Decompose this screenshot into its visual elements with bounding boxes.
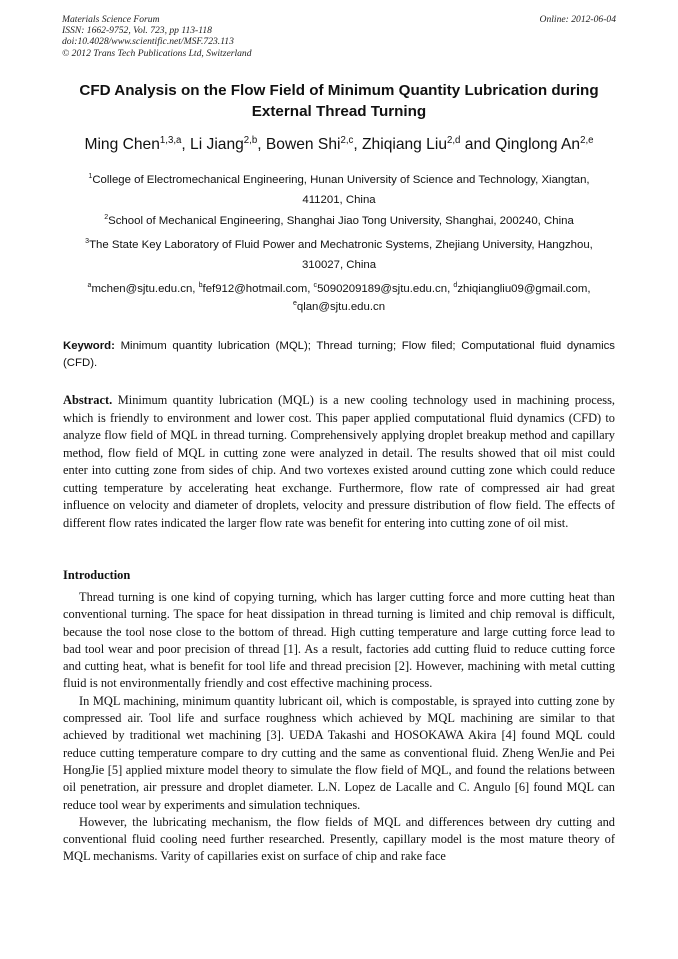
- journal-name: Materials Science Forum: [62, 14, 160, 25]
- author-list: [30, 135, 648, 155]
- journal-header: [62, 14, 616, 59]
- affiliation-text: College of Electromechanical Engineering, Hunan University of Science and Technology, Xiangtan, 411201, China: [92, 174, 590, 206]
- keyword-label: Keyword:: [63, 340, 115, 352]
- email-sup: e: [292, 299, 297, 307]
- author-sup: 2,d: [447, 134, 461, 146]
- doi-line[interactable]: doi:10.4028/www.scientific.net/MSF.723.113: [62, 36, 234, 48]
- author: [362, 136, 495, 153]
- author-sup: 2,b: [243, 134, 258, 146]
- email: [293, 301, 385, 313]
- affiliation-1: [70, 171, 608, 210]
- author-sep: ,: [257, 136, 266, 153]
- affiliation-sup: 1: [88, 173, 93, 181]
- author-name: Ming Chen: [84, 136, 160, 153]
- email-address[interactable]: qlan@sjtu.edu.cn: [296, 300, 386, 313]
- paper-title: CFD Analysis on the Flow Field of Minimum Quantity Lubrication during External Thread Turning: [79, 82, 599, 120]
- email-list: [40, 281, 638, 316]
- author-name: Zhiqiang Liu: [362, 136, 447, 153]
- introduction-body: [63, 589, 615, 866]
- email: [88, 283, 199, 295]
- paragraph: In MQL machining, minimum quantity lubricant oil, which is compostable, is sprayed into cutting zone by compressed air. Tool life and surface roughness which achieved by MQL machining are similar to that achieved by traditional wet machining [3]. UEDA Takashi and HOSOKAWA Akira [4] found MQL could reduce cutting temperature compare to dry cutting and the same as conventional fluid. Zheng WenJie and Pei HongJie [5] applied mixture model theory to simulate the flow field of MQL, and found the relations between oil penetration, air pressure and droplet diameter. L.N. Lopez de Lacalle and C. Angulo [6] found MQL can reduce tool wear by experiments and simulation techniques.: [63, 693, 615, 812]
- affiliation-sup: 2: [104, 214, 109, 222]
- author: [190, 136, 266, 153]
- abstract-text: Minimum quantity lubrication (MQL) is a new cooling technology used in machining process, which is friendly to environment and lower cost. This paper applied computational fluid dynamics (CFD) to analyze flow field of MQL in thread turning. Comprehensively applying droplet breakup method and capillary method, flow field of MQL in cutting zone were analyzed in detail. The results showed that oil mist could enter into cutting zone from sides of chip. And two vortexes existed around cutting zone which could reduce cutting temperature by accelerating heat exchange. Furthermore, flow rate of compressed air had great influence on velocity and diameter of droplets, velocity and pressure distribution of flow field. The effects of different flow rates indicated the larger flow rate was benefit for entering into cutting zone of oil mist.: [63, 393, 615, 530]
- affiliation-2: [40, 212, 638, 232]
- author-sup: 2,e: [580, 134, 594, 146]
- keyword-section: [63, 338, 615, 371]
- email-sup: d: [453, 282, 458, 290]
- affiliation-text: School of Mechanical Engineering, Shanghai Jiao Tong University, Shanghai, 200240, China: [108, 215, 574, 227]
- email-sup: b: [198, 282, 203, 290]
- author-name: Bowen Shi: [265, 136, 341, 153]
- affiliation-text: The State Key Laboratory of Fluid Power and Mechatronic Systems, Zhejiang University, Hangzhou, 310027, China: [89, 239, 593, 271]
- author: [266, 136, 362, 153]
- email: [314, 283, 454, 295]
- email-sep: ,: [307, 283, 314, 295]
- email-sep: ,: [447, 283, 454, 295]
- author-name: Li Jiang: [190, 136, 244, 153]
- paragraph: However, the lubricating mechanism, the flow fields of MQL and differences between dry cutting and conventional fluid cooling need further researched. Presently, capillary model is the most mature theory of MQL mechanisms. Varity of capillaries exist on surface of chip and rake face: [63, 814, 615, 864]
- affiliation-3: [70, 236, 608, 275]
- author-sep: ,: [353, 136, 363, 153]
- author-sep: and: [460, 136, 496, 153]
- abstract-label: Abstract.: [63, 393, 113, 407]
- introduction-heading: Introduction: [63, 568, 131, 582]
- email-sup: a: [87, 282, 92, 290]
- author: [84, 136, 190, 153]
- email-address[interactable]: fef912@hotmail.com: [202, 283, 308, 295]
- email-address[interactable]: 5090209189@sjtu.edu.cn: [317, 283, 448, 295]
- author-sup: 2,c: [340, 134, 354, 146]
- email: [199, 283, 314, 295]
- email: [453, 283, 590, 295]
- email-address[interactable]: zhiqiangliu09@gmail.com: [457, 283, 588, 295]
- online-date: Online: 2012-06-04: [539, 14, 616, 25]
- abstract-section: [63, 392, 615, 532]
- author: [495, 136, 593, 153]
- email-sep: ,: [587, 283, 591, 295]
- paragraph: Thread turning is one kind of copying turning, which has larger cutting force and more cutting heat than conventional turning. The space for heat dissipation in thread turning is limited and chip removal is difficult, because the tool nose close to the bottom of thread. High cutting temperature and large cutting force lead to bad tool wear and poor precision of thread [1]. As a result, factories add cutting fluid to reduce cutting force and cutting heat, what is benefit for tool life and thread precision [2]. However, machining with metal cutting fluid is not environmentally friendly and cost effective machining process.: [63, 590, 615, 691]
- email-sep: ,: [192, 283, 199, 295]
- keyword-text: Minimum quantity lubrication (MQL); Thread turning; Flow filed; Computational fluid dynamics (CFD).: [63, 340, 615, 369]
- affiliation-sup: 3: [85, 238, 90, 246]
- author-name: Qinglong An: [495, 136, 581, 153]
- author-sep: ,: [181, 136, 191, 153]
- email-address[interactable]: mchen@sjtu.edu.cn: [91, 283, 193, 295]
- email-sup: c: [313, 282, 318, 290]
- copyright-line: © 2012 Trans Tech Publications Ltd, Switzerland: [62, 47, 252, 59]
- author-sup: 1,3,a: [159, 134, 182, 146]
- issn-line: ISSN: 1662-9752, Vol. 723, pp 113-118: [62, 25, 212, 37]
